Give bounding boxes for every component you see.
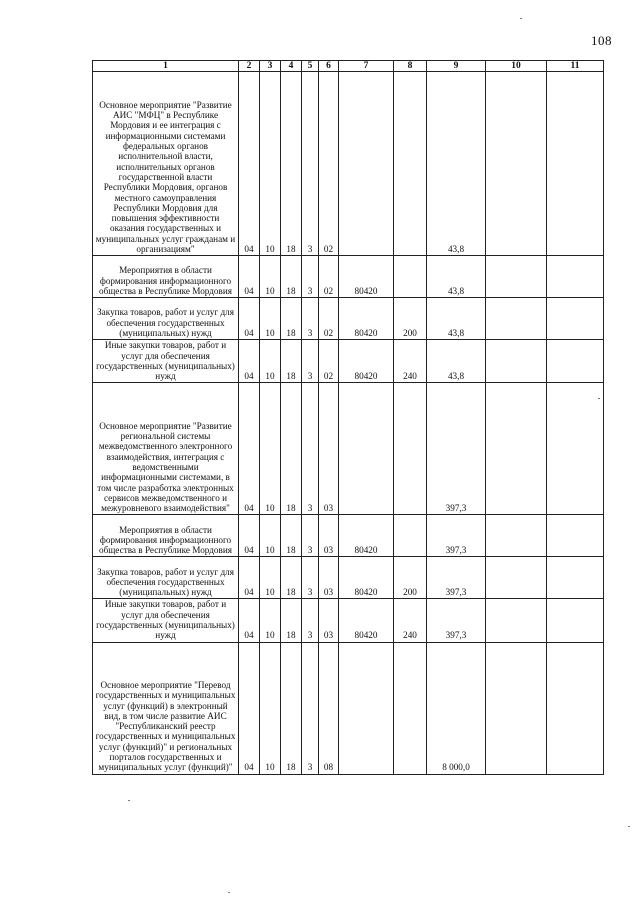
scan-speck — [228, 892, 230, 893]
row-description: Мероприятия в области формирования информационного общества в Республике Мордовия — [93, 515, 239, 557]
cell-col-2: 04 — [239, 642, 260, 774]
cell-col-10 — [486, 599, 547, 642]
cell-col-9: 43,8 — [427, 256, 486, 298]
col-header-11: 11 — [547, 61, 604, 72]
cell-col-4: 18 — [281, 557, 302, 599]
cell-col-11 — [547, 642, 604, 774]
cell-col-3: 10 — [260, 340, 281, 383]
cell-col-3: 10 — [260, 298, 281, 340]
cell-col-8 — [394, 515, 427, 557]
scan-speck — [628, 826, 630, 827]
cell-col-5: 3 — [302, 256, 319, 298]
cell-col-5: 3 — [302, 515, 319, 557]
cell-col-6: 02 — [319, 298, 339, 340]
header-row — [93, 61, 604, 72]
row-description: Закупка товаров, работ и услуг для обеспечения государственных (муниципальных) нужд — [93, 298, 239, 340]
col-header-4: 4 — [281, 61, 302, 72]
cell-col-11 — [547, 256, 604, 298]
cell-col-10 — [486, 515, 547, 557]
cell-col-10 — [486, 298, 547, 340]
cell-col-10 — [486, 340, 547, 383]
page-number: 108 — [591, 33, 612, 48]
table-row — [93, 298, 604, 340]
cell-col-9: 43,8 — [427, 72, 486, 256]
cell-col-7 — [339, 383, 394, 515]
cell-col-7 — [339, 72, 394, 256]
cell-col-7: 80420 — [339, 599, 394, 642]
row-description: Основное мероприятие "Развитие АИС "МФЦ" в Республике Мордовия и ее интеграция с информационными системами федеральных органов исполнительной власти, исполнительных органов государственной власти Республики Мордовия, органов местного самоуправления Республики Мордовия для повышения эффективности оказания государственных и муниципальных услуг гражданам и организациям" — [93, 72, 239, 256]
row-description: Иные закупки товаров, работ и услуг для обеспечения государственных (муниципальных) нужд — [93, 599, 239, 642]
cell-col-9: 43,8 — [427, 340, 486, 383]
cell-col-3: 10 — [260, 599, 281, 642]
cell-col-6: 03 — [319, 557, 339, 599]
cell-col-2: 04 — [239, 340, 260, 383]
cell-col-4: 18 — [281, 515, 302, 557]
table-body — [93, 72, 604, 774]
table-row — [93, 340, 604, 383]
cell-col-8 — [394, 72, 427, 256]
cell-col-9: 397,3 — [427, 557, 486, 599]
cell-col-10 — [486, 642, 547, 774]
cell-col-5: 3 — [302, 72, 319, 256]
cell-col-9: 397,3 — [427, 383, 486, 515]
cell-col-8 — [394, 642, 427, 774]
cell-col-3: 10 — [260, 515, 281, 557]
cell-col-11 — [547, 72, 604, 256]
table-row — [93, 642, 604, 774]
cell-col-11 — [547, 557, 604, 599]
cell-col-4: 18 — [281, 340, 302, 383]
cell-col-11 — [547, 340, 604, 383]
cell-col-7: 80420 — [339, 340, 394, 383]
col-header-1: 1 — [93, 61, 239, 72]
cell-col-5: 3 — [302, 383, 319, 515]
row-description: Мероприятия в области формирования информационного общества в Республике Мордовия — [93, 256, 239, 298]
cell-col-6: 08 — [319, 642, 339, 774]
cell-col-11 — [547, 298, 604, 340]
col-header-6: 6 — [319, 61, 339, 72]
col-header-7: 7 — [339, 61, 394, 72]
cell-col-8 — [394, 256, 427, 298]
cell-col-5: 3 — [302, 557, 319, 599]
table-row — [93, 599, 604, 642]
budget-table — [92, 60, 604, 775]
cell-col-11 — [547, 515, 604, 557]
cell-col-5: 3 — [302, 599, 319, 642]
cell-col-3: 10 — [260, 642, 281, 774]
cell-col-4: 18 — [281, 599, 302, 642]
scan-speck — [598, 398, 600, 399]
cell-col-5: 3 — [302, 642, 319, 774]
cell-col-6: 03 — [319, 599, 339, 642]
cell-col-7: 80420 — [339, 298, 394, 340]
cell-col-7 — [339, 642, 394, 774]
cell-col-3: 10 — [260, 557, 281, 599]
table-row — [93, 557, 604, 599]
cell-col-4: 18 — [281, 298, 302, 340]
cell-col-3: 10 — [260, 256, 281, 298]
cell-col-10 — [486, 72, 547, 256]
cell-col-8 — [394, 383, 427, 515]
cell-col-2: 04 — [239, 72, 260, 256]
scan-speck — [128, 800, 130, 801]
col-header-10: 10 — [486, 61, 547, 72]
cell-col-8: 200 — [394, 298, 427, 340]
col-header-8: 8 — [394, 61, 427, 72]
cell-col-6: 03 — [319, 515, 339, 557]
cell-col-2: 04 — [239, 599, 260, 642]
cell-col-9: 8 000,0 — [427, 642, 486, 774]
table-row — [93, 256, 604, 298]
cell-col-6: 02 — [319, 256, 339, 298]
cell-col-10 — [486, 383, 547, 515]
cell-col-4: 18 — [281, 383, 302, 515]
cell-col-4: 18 — [281, 256, 302, 298]
cell-col-7: 80420 — [339, 515, 394, 557]
cell-col-9: 43,8 — [427, 298, 486, 340]
cell-col-8: 240 — [394, 340, 427, 383]
cell-col-6: 02 — [319, 72, 339, 256]
cell-col-2: 04 — [239, 515, 260, 557]
col-header-5: 5 — [302, 61, 319, 72]
cell-col-10 — [486, 256, 547, 298]
cell-col-4: 18 — [281, 642, 302, 774]
cell-col-2: 04 — [239, 557, 260, 599]
row-description: Закупка товаров, работ и услуг для обеспечения государственных (муниципальных) нужд — [93, 557, 239, 599]
cell-col-2: 04 — [239, 298, 260, 340]
table-row — [93, 515, 604, 557]
col-header-2: 2 — [239, 61, 260, 72]
cell-col-6: 03 — [319, 383, 339, 515]
cell-col-8: 200 — [394, 557, 427, 599]
cell-col-9: 397,3 — [427, 515, 486, 557]
cell-col-11 — [547, 599, 604, 642]
cell-col-5: 3 — [302, 298, 319, 340]
row-description: Основное мероприятие "Перевод государственных и муниципальных услуг (функций) в электронный вид, в том числе развитие АИС "Республиканский реестр государственных и муниципальных услуг (функций)" и региональных порталов государственных и муниципальных услуг (функций)" — [93, 642, 239, 774]
cell-col-8: 240 — [394, 599, 427, 642]
table-row — [93, 72, 604, 256]
cell-col-10 — [486, 557, 547, 599]
cell-col-2: 04 — [239, 256, 260, 298]
cell-col-4: 18 — [281, 72, 302, 256]
cell-col-11 — [547, 383, 604, 515]
cell-col-7: 80420 — [339, 256, 394, 298]
table-row — [93, 383, 604, 515]
cell-col-9: 397,3 — [427, 599, 486, 642]
col-header-9: 9 — [427, 61, 486, 72]
cell-col-3: 10 — [260, 72, 281, 256]
cell-col-2: 04 — [239, 383, 260, 515]
cell-col-3: 10 — [260, 383, 281, 515]
cell-col-6: 02 — [319, 340, 339, 383]
cell-col-5: 3 — [302, 340, 319, 383]
scan-speck — [520, 18, 522, 19]
col-header-3: 3 — [260, 61, 281, 72]
row-description: Иные закупки товаров, работ и услуг для обеспечения государственных (муниципальных) нужд — [93, 340, 239, 383]
cell-col-7: 80420 — [339, 557, 394, 599]
row-description: Основное мероприятие "Развитие региональной системы межведомственного электронного взаимодействия, интеграция с ведомственными информационными системами, в том числе разработка электронных сервисов межведомственного и межуровневого взаимодействия" — [93, 383, 239, 515]
